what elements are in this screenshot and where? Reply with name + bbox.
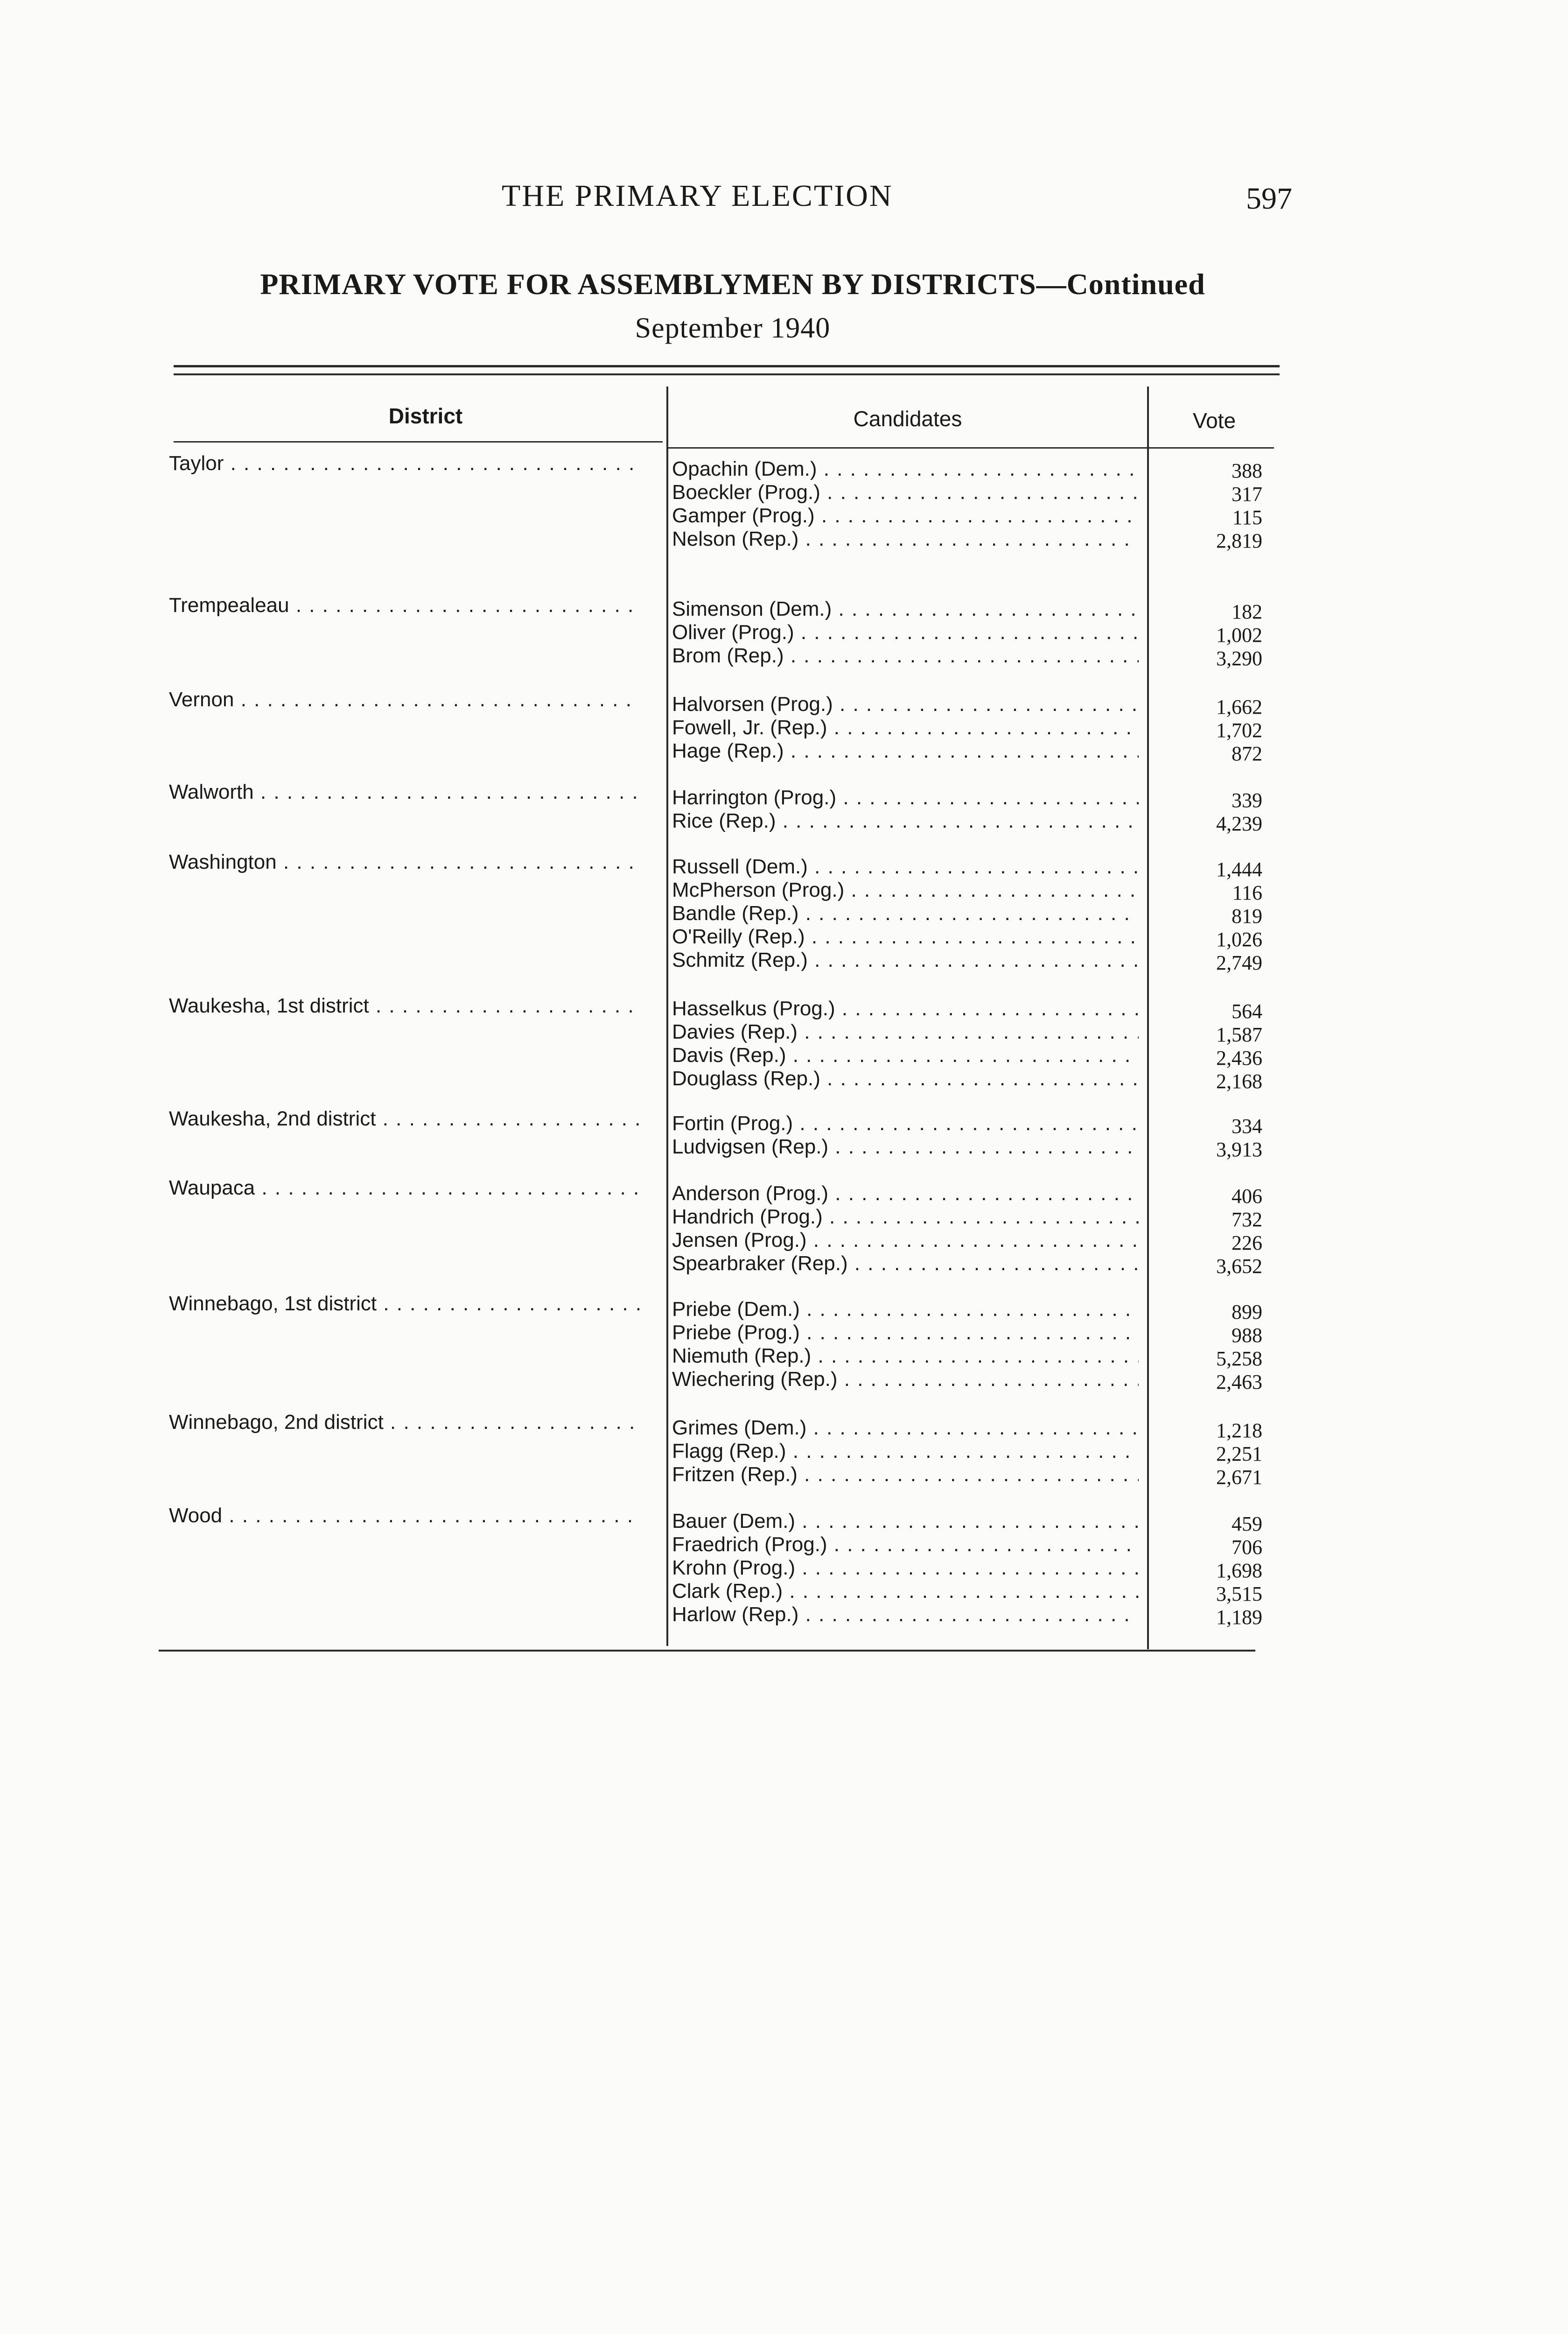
- vote-value: 3,652: [1216, 1255, 1262, 1278]
- candidate-entry: Davies (Rep.) . . .: [672, 1020, 1139, 1044]
- candidate-entry: Anderson (Prog.) . . .: [672, 1182, 1139, 1205]
- candidate-entry: Harlow (Rep.) . . .: [672, 1603, 1139, 1626]
- candidate-entry: Harrington (Prog.) . . .: [672, 786, 1139, 809]
- candidate-entry: Rice (Rep.) . . .: [672, 809, 1139, 833]
- candidate-entry: Oliver (Prog.) . . .: [672, 621, 1139, 644]
- vote-list: [1162, 696, 1262, 766]
- candidate-entry: Priebe (Prog.) . . .: [672, 1321, 1139, 1344]
- vote-value: 988: [1232, 1324, 1262, 1347]
- candidate-entry: Boeckler (Prog.) . . .: [672, 481, 1139, 504]
- candidate-entry: Spearbraker (Rep.) . . .: [672, 1252, 1139, 1275]
- candidate-entry: Opachin (Dem.) . . .: [672, 457, 1139, 481]
- candidate-entry: Wiechering (Rep.) . . .: [672, 1368, 1139, 1391]
- candidate-list: [672, 1112, 1139, 1159]
- district-label: Wood . . .: [169, 1504, 640, 1527]
- top-rule-2: [174, 373, 1280, 375]
- vote-value: 1,002: [1216, 624, 1262, 647]
- vote-value: 872: [1232, 742, 1262, 765]
- district-label: Walworth . . .: [169, 780, 640, 804]
- candidate-entry: Douglass (Rep.) . . .: [672, 1067, 1139, 1090]
- district-label: Taylor . . .: [169, 452, 640, 475]
- vote-value: 2,436: [1216, 1047, 1262, 1069]
- vote-value: 1,698: [1216, 1559, 1262, 1582]
- candidate-entry: Simenson (Dem.) . . .: [672, 598, 1139, 621]
- vote-value: 732: [1232, 1208, 1262, 1231]
- candidate-entry: Halvorsen (Prog.) . . .: [672, 693, 1139, 716]
- header-rule-right: [667, 447, 1274, 449]
- candidate-entry: Bandle (Rep.) . . .: [672, 902, 1139, 925]
- candidate-entry: Ludvigsen (Rep.) . . .: [672, 1135, 1139, 1159]
- candidate-entry: Hage (Rep.) . . .: [672, 739, 1139, 763]
- vote-value: 819: [1232, 905, 1262, 928]
- candidate-entry: Krohn (Prog.) . . .: [672, 1556, 1139, 1580]
- vote-value: 1,662: [1216, 696, 1262, 718]
- vote-value: 2,749: [1216, 951, 1262, 974]
- candidate-entry: Brom (Rep.) . . .: [672, 644, 1139, 668]
- vote-value: 2,671: [1216, 1466, 1262, 1489]
- candidate-list: [672, 598, 1139, 668]
- vote-value: 2,819: [1216, 529, 1262, 552]
- candidate-entry: Hasselkus (Prog.) . . .: [672, 997, 1139, 1020]
- vote-value: 226: [1232, 1231, 1262, 1254]
- vote-value: 4,239: [1216, 812, 1262, 835]
- vote-value: 3,515: [1216, 1582, 1262, 1605]
- candidate-entry: Davis (Rep.) . . .: [672, 1044, 1139, 1067]
- vote-value: 388: [1232, 459, 1262, 482]
- vote-value: 115: [1232, 506, 1262, 529]
- candidate-entry: Fowell, Jr. (Rep.) . . .: [672, 716, 1139, 739]
- vote-value: 1,189: [1216, 1606, 1262, 1629]
- top-rule-1: [174, 365, 1280, 367]
- vote-list: [1162, 1115, 1262, 1161]
- district-label: Washington . . .: [169, 851, 640, 874]
- vote-value: 116: [1232, 881, 1262, 904]
- vote-value: 339: [1232, 789, 1262, 812]
- candidate-list: [672, 786, 1139, 833]
- table-title: PRIMARY VOTE FOR ASSEMBLYMEN BY DISTRICTS—Continued: [260, 267, 1205, 301]
- vote-value: 2,168: [1216, 1070, 1262, 1093]
- vote-value: 334: [1232, 1115, 1262, 1138]
- vote-list: [1162, 459, 1262, 553]
- vote-value: 2,251: [1216, 1442, 1262, 1465]
- vote-list: [1162, 600, 1262, 670]
- column-header-district: District: [388, 404, 463, 428]
- vote-list: [1162, 858, 1262, 975]
- candidate-entry: Flagg (Rep.) . . .: [672, 1440, 1139, 1463]
- candidate-list: [672, 997, 1139, 1090]
- candidate-list: [672, 855, 1139, 972]
- vote-value: 2,463: [1216, 1371, 1262, 1393]
- vote-value: 182: [1232, 600, 1262, 623]
- candidate-entry: Fortin (Prog.) . . .: [672, 1112, 1139, 1135]
- vote-list: [1162, 1301, 1262, 1394]
- column-rule-right: [1147, 387, 1149, 1649]
- vote-value: 1,587: [1216, 1023, 1262, 1046]
- district-label: Waukesha, 2nd district . . .: [169, 1107, 640, 1131]
- vote-value: 1,218: [1216, 1419, 1262, 1442]
- page-number: 597: [1246, 182, 1292, 216]
- candidate-entry: Schmitz (Rep.) . . .: [672, 949, 1139, 972]
- district-label: Trempealeau . . .: [169, 594, 640, 617]
- district-label: Winnebago, 2nd district . . .: [169, 1411, 640, 1434]
- candidate-entry: Gamper (Prog.) . . .: [672, 504, 1139, 527]
- running-head: THE PRIMARY ELECTION: [502, 179, 893, 213]
- candidate-entry: Nelson (Rep.) . . .: [672, 527, 1139, 551]
- column-rule-left: [666, 387, 668, 1646]
- vote-value: 1,702: [1216, 719, 1262, 742]
- bottom-rule: [159, 1650, 1255, 1652]
- vote-value: 1,026: [1216, 928, 1262, 951]
- vote-value: 706: [1232, 1536, 1262, 1559]
- vote-value: 406: [1232, 1185, 1262, 1208]
- candidate-entry: Russell (Dem.) . . .: [672, 855, 1139, 879]
- district-label: Vernon . . .: [169, 688, 640, 711]
- vote-list: [1162, 789, 1262, 836]
- column-header-candidates: Candidates: [853, 407, 962, 431]
- vote-value: 317: [1232, 483, 1262, 506]
- candidate-list: [672, 1298, 1139, 1391]
- candidate-entry: McPherson (Prog.) . . .: [672, 879, 1139, 902]
- candidate-entry: Clark (Rep.) . . .: [672, 1580, 1139, 1603]
- candidate-entry: O'Reilly (Rep.) . . .: [672, 925, 1139, 949]
- candidate-list: [672, 693, 1139, 763]
- candidate-entry: Niemuth (Rep.) . . .: [672, 1344, 1139, 1368]
- vote-value: 564: [1232, 1000, 1262, 1023]
- district-label: Waukesha, 1st district . . .: [169, 994, 640, 1018]
- candidate-entry: Jensen (Prog.) . . .: [672, 1229, 1139, 1252]
- vote-value: 899: [1232, 1301, 1262, 1323]
- header-rule-district: [174, 441, 663, 443]
- candidate-list: [672, 457, 1139, 551]
- vote-list: [1162, 1000, 1262, 1093]
- vote-value: 459: [1232, 1512, 1262, 1535]
- vote-list: [1162, 1185, 1262, 1278]
- district-label: Waupaca . . .: [169, 1176, 640, 1200]
- candidate-entry: Fraedrich (Prog.) . . .: [672, 1533, 1139, 1556]
- table-subtitle: September 1940: [635, 312, 831, 344]
- candidate-entry: Fritzen (Rep.) . . .: [672, 1463, 1139, 1486]
- vote-value: 3,290: [1216, 647, 1262, 670]
- candidate-entry: Grimes (Dem.) . . .: [672, 1416, 1139, 1440]
- candidate-list: [672, 1510, 1139, 1626]
- vote-list: [1162, 1419, 1262, 1489]
- column-header-vote: Vote: [1192, 408, 1236, 433]
- candidate-entry: Priebe (Dem.) . . .: [672, 1298, 1139, 1321]
- district-label: Winnebago, 1st district . . .: [169, 1292, 640, 1315]
- candidate-entry: Bauer (Dem.) . . .: [672, 1510, 1139, 1533]
- candidate-entry: Handrich (Prog.) . . .: [672, 1205, 1139, 1229]
- vote-value: 1,444: [1216, 858, 1262, 881]
- vote-list: [1162, 1512, 1262, 1629]
- vote-value: 5,258: [1216, 1347, 1262, 1370]
- vote-value: 3,913: [1216, 1138, 1262, 1161]
- candidate-list: [672, 1182, 1139, 1275]
- candidate-list: [672, 1416, 1139, 1486]
